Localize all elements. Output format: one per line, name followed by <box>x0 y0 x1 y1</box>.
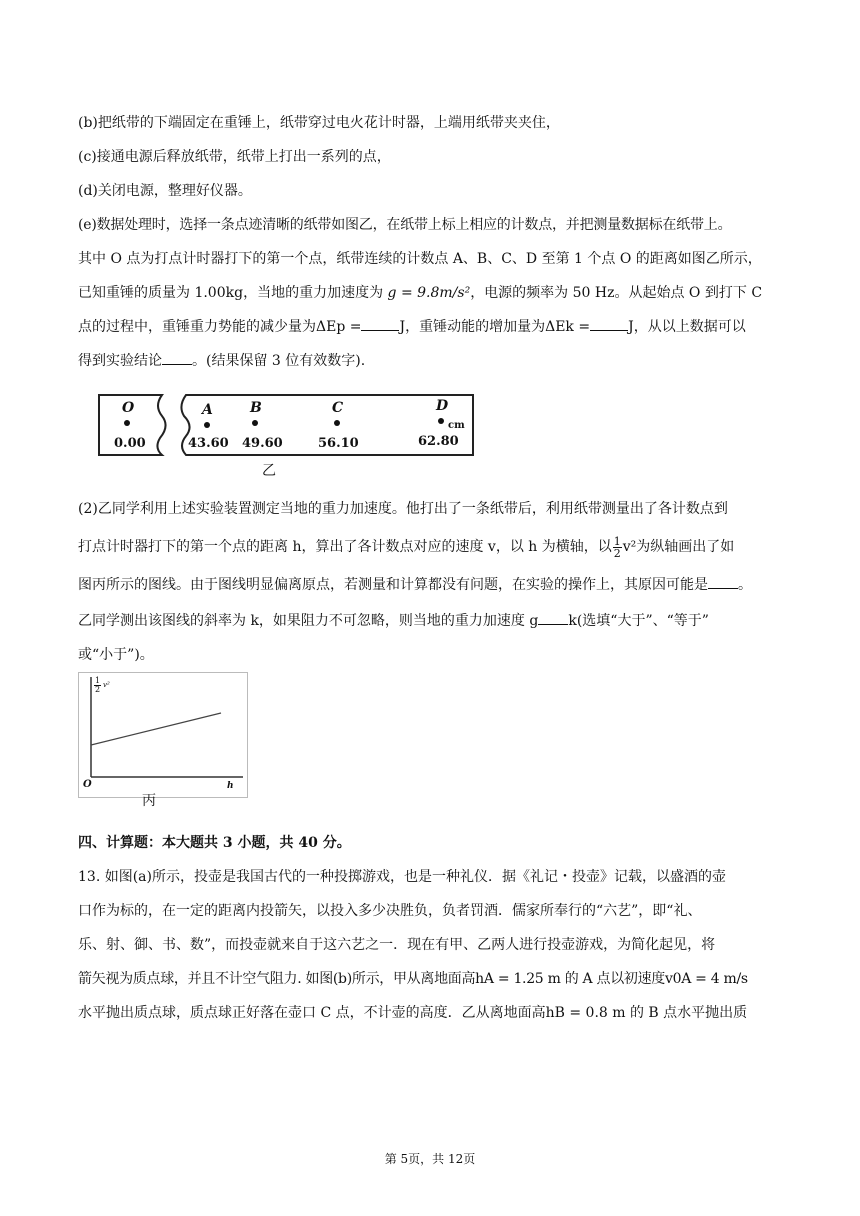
tape-label-c: C <box>332 400 344 416</box>
section-heading: 四、计算题：本大题共 3 小题，共 40 分。 <box>78 835 351 851</box>
step-e-line5-b: 。(结果保留 3 位有效数字). <box>192 353 366 369</box>
graph-x-label: h <box>227 781 234 791</box>
paper-tape-figure <box>96 392 476 458</box>
tape-unit: cm <box>448 420 465 431</box>
tape-label-a: A <box>202 402 213 418</box>
part2-line1: (2)乙同学利用上述实验装置测定当地的重力加速度。他打出了一条纸带后，利用纸带测量出了各计数点到 <box>78 501 728 517</box>
tape-label-b: B <box>250 400 262 416</box>
tape-label-o: O <box>122 400 135 416</box>
graph-figure <box>78 672 248 798</box>
step-e-line3 <box>78 276 788 310</box>
step-e-line4 <box>78 310 788 344</box>
step-c: (c)接通电源后释放纸带，纸带上打出一系列的点， <box>78 149 391 165</box>
part2-line3-a: 图丙所示的图线。由于图线明显偏离原点，若测量和计算都没有问题，在实验的操作上，其原因可能是 <box>78 577 708 593</box>
part2-line5: 或“小于”)。 <box>78 647 154 663</box>
graph-axes <box>79 673 247 797</box>
step-b: (b)把纸带的下端固定在重锤上，纸带穿过电火花计时器，上端用纸带夹夹住， <box>78 115 560 131</box>
tape-dot-d <box>438 418 444 424</box>
graph-y-label-numerator: 1 <box>95 676 101 685</box>
answer-blank-reason <box>708 574 738 589</box>
tape-value-o: 0.00 <box>114 436 146 451</box>
graph-y-label <box>94 677 101 694</box>
q13-line3: 乐、射、御、书、数”，而投壶就来自于这六艺之一．现在有甲、乙两人进行投壶游戏，为简化起见，将 <box>78 937 716 953</box>
step-e-line2: 其中 O 点为打点计时器打下的第一个点，纸带连续的计数点 A、B、C、D 至第 1 个点 O 的距离如图乙所示， <box>78 251 762 267</box>
graph-caption: 丙 <box>142 793 156 809</box>
part2-line2 <box>78 530 788 564</box>
one-half-fraction <box>613 536 622 559</box>
tape-label-d: D <box>436 398 449 414</box>
step-e-line5-a: 得到实验结论 <box>78 353 162 369</box>
q13-line1: 13. 如图(a)所示，投壶是我国古代的一种投掷游戏，也是一种礼仪．据《礼记・投壶》记载，以盛酒的壶 <box>78 869 726 885</box>
q13-line5: 水平抛出质点球，质点球正好落在壶口 C 点，不计壶的高度．乙从离地面高hB = 0.8 m 的 B 点水平抛出质 <box>78 1005 748 1021</box>
step-e-line1: (e)数据处理时，选择一条点迹清晰的纸带如图乙，在纸带上标上相应的计数点，并把测量数据标在纸带上。 <box>78 217 732 233</box>
tape-dot-a <box>204 422 210 428</box>
graph-origin-label: O <box>83 779 92 790</box>
part2-line2-b: v²为纵轴画出了如 <box>622 539 735 555</box>
tape-dot-c <box>334 420 340 426</box>
q13-line4: 箭矢视为质点球，并且不计空气阻力. 如图(b)所示，甲从离地面高hA = 1.25 m 的 A 点以初速度v0A = 4 m/s <box>78 971 748 987</box>
part2-line4-a: 乙同学测出该图线的斜率为 k，如果阻力不可忽略，则当地的重力加速度 g <box>78 613 539 629</box>
graph-y-label-denominator: 2 <box>95 685 101 694</box>
q13-line2: 口作为标的，在一定的距离内投箭矢，以投入多少决胜负，负者罚酒．儒家所奉行的“六艺”，即“礼、 <box>78 903 702 919</box>
fraction-denominator: 2 <box>613 546 621 560</box>
part2-line3-b: 。 <box>738 577 752 593</box>
step-e-line4-c: J，从以上数据可以 <box>628 319 746 335</box>
gravity-formula: g = 9.8m/s² <box>387 285 471 301</box>
graph-y-label-var: v² <box>103 681 110 689</box>
step-e-line3-c: ，电源的频率为 50 Hz。从起始点 O 到打下 C <box>470 285 763 301</box>
step-d: (d)关闭电源，整理好仪器。 <box>78 183 252 199</box>
step-e-line4-a: 点的过程中，重锤重力势能的减少量为ΔEp = <box>78 319 362 335</box>
answer-blank-ep <box>361 316 399 331</box>
part2-line4-b: k(选填“大于”、“等于” <box>568 613 709 629</box>
step-e-line4-b: J，重锤动能的增加量为ΔEk = <box>399 319 591 335</box>
part2-line4 <box>78 604 788 638</box>
answer-blank-ek <box>590 316 628 331</box>
tape-dot-o <box>124 420 130 426</box>
page-footer: 第 5页，共 12页 <box>384 1152 476 1166</box>
tape-caption: 乙 <box>262 463 276 479</box>
part2-line3 <box>78 568 788 602</box>
tape-value-c: 56.10 <box>318 436 359 451</box>
answer-blank-conclusion <box>162 350 192 365</box>
tape-value-b: 49.60 <box>242 436 283 451</box>
step-e-line3-a: 已知重锤的质量为 1.00kg，当地的重力加速度为 <box>78 285 388 301</box>
tape-dot-b <box>252 420 258 426</box>
step-e-line5 <box>78 344 788 378</box>
tape-value-d: 62.80 <box>418 434 459 449</box>
part2-line2-a: 打点计时器打下的第一个点的距离 h，算出了各计数点对应的速度 v，以 h 为横轴，以 <box>78 539 612 555</box>
fraction-numerator: 1 <box>613 534 621 548</box>
answer-blank-compare <box>538 610 568 625</box>
tape-value-a: 43.60 <box>188 436 229 451</box>
